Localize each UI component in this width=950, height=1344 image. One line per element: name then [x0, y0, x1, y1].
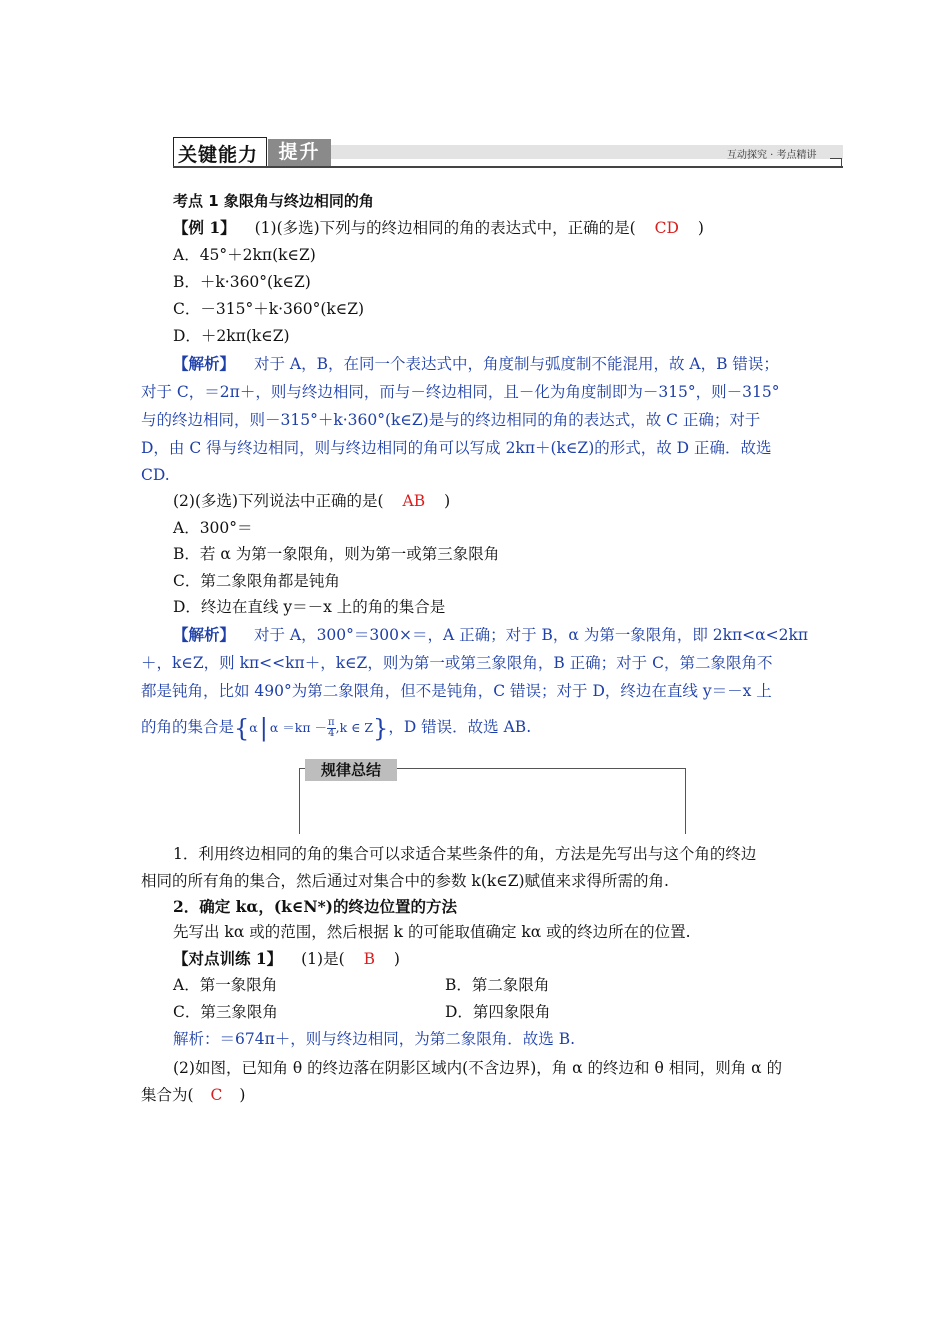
summary-tag: 规律总结: [305, 759, 397, 781]
example-label: 【例 1】: [173, 218, 236, 237]
question-stem: 集合为(: [141, 1086, 194, 1104]
training-label: 【对点训练 1】: [173, 949, 283, 968]
analysis-line: CD.: [141, 466, 170, 484]
analysis-line: 都是钝角，比如 490°为第二象限角，但不是钝角，C 错误；对于 D，终边在直线 y＝－x 上: [141, 682, 772, 700]
close-paren: ): [444, 492, 451, 510]
training-analysis: 解析：＝674π＋，则与终边相同，为第二象限角．故选 B.: [173, 1030, 576, 1048]
answer: B: [363, 950, 375, 968]
close-paren: ): [393, 950, 400, 968]
answer: CD: [654, 219, 679, 237]
analysis-text: 对于 A，300°＝300×＝，A 正确；对于 B，α 为第一象限角，即 2kπ<α<2kπ: [253, 626, 809, 644]
option-c: C．第三象限角: [173, 1003, 278, 1021]
close-paren: ): [697, 219, 704, 237]
analysis-line: ＋，k∈Z，则 kπ<<kπ＋，k∈Z，则为第一或第三象限角，B 正确；对于 C，第二象限角不: [141, 654, 773, 672]
analysis-line: [141, 714, 532, 742]
analysis-line: D，由 C 得与终边相同，则与终边相同的角可以写成 2kπ＋(k∈Z)的形式，故 D 正确．故选: [141, 439, 772, 457]
example-1-question-2: [173, 491, 450, 511]
analysis-line: 与的终边相同，则－315°＋k·360°(k∈Z)是与的终边相同的角的表达式，故 C 正确；对于: [141, 411, 761, 429]
analysis-line: [173, 354, 779, 374]
section-title: 考点 1 象限角与终边相同的角: [173, 192, 374, 210]
option-a: A．第一象限角: [173, 976, 278, 994]
analysis-text: ，D 错误．故选 AB.: [388, 718, 532, 736]
training-question-2: (2)如图，已知角 θ 的终边落在阴影区域内(不含边界)，角 α 的终边和 θ 相同，则角 α 的: [173, 1059, 783, 1077]
option-d: D．＋2kπ(k∈Z): [173, 327, 290, 345]
header-endcap: [830, 158, 842, 166]
set-fraction: $\frac{\pi}{4}$: [328, 716, 335, 739]
question-stem: (1)(多选)下列与的终边相同的角的表达式中，正确的是(: [254, 219, 636, 237]
analysis-label: 【解析】: [173, 625, 236, 644]
set-domain: ,k ∈ Z: [335, 719, 374, 735]
option-a: A．300°＝: [173, 519, 253, 537]
training-question-2-line2: [141, 1085, 245, 1105]
analysis-label: 【解析】: [173, 354, 236, 373]
header-underline: [173, 166, 843, 168]
analysis-line: 对于 C，＝2π＋，则与终边相同，而与－终边相同，且－化为角度制即为－315°，则－315°: [141, 383, 780, 401]
option-d: D．终边在直线 y＝－x 上的角的集合是: [173, 598, 446, 616]
answer: C: [210, 1086, 223, 1104]
set-var: α: [249, 719, 258, 735]
answer: AB: [402, 492, 426, 510]
analysis-line: [173, 625, 808, 645]
summary-paragraph: 相同的所有角的集合，然后通过对集合中的参数 k(k∈Z)赋值来求得所需的角.: [141, 872, 669, 890]
analysis-text: 的角的集合是: [141, 718, 235, 736]
set-condition: α ＝kπ －: [269, 719, 328, 735]
close-paren: ): [239, 1086, 246, 1104]
summary-subtitle: 2．确定 kα，(k∈N*)的终边位置的方法: [173, 897, 458, 916]
example-1-question-1: [173, 218, 704, 238]
question-stem: (2)(多选)下列说法中正确的是(: [173, 492, 384, 510]
option-b: B．＋k·360°(k∈Z): [173, 273, 311, 291]
training-question-1: [173, 949, 400, 969]
option-c: C．第二象限角都是钝角: [173, 572, 340, 590]
set-expression: {α| α ＝kπ － $\frac{\pi}{4}$ ,k ∈ Z}: [234, 714, 389, 742]
option-b: B．若 α 为第一象限角，则为第一或第三象限角: [173, 545, 500, 563]
option-d: D．第四象限角: [445, 1003, 551, 1021]
header-right-text: 互动探究 · 考点精讲: [727, 150, 817, 161]
option-a: A．45°＋2kπ(k∈Z): [173, 246, 316, 264]
summary-paragraph: 先写出 kα 或的范围，然后根据 k 的可能取值确定 kα 或的终边所在的位置.: [173, 923, 691, 941]
option-c: C．－315°＋k·360°(k∈Z): [173, 300, 365, 318]
header-title: 关键能力: [178, 144, 259, 166]
summary-paragraph: 1．利用终边相同的角的集合可以求适合某些条件的角，方法是先写出与这个角的终边: [173, 845, 757, 863]
question-stem: (1)是(: [301, 950, 345, 968]
analysis-text: 对于 A，B，在同一个表达式中，角度制与弧度制不能混用，故 A，B 错误；: [253, 355, 779, 373]
option-b: B．第二象限角: [445, 976, 550, 994]
header-tag: 提升: [268, 139, 331, 166]
